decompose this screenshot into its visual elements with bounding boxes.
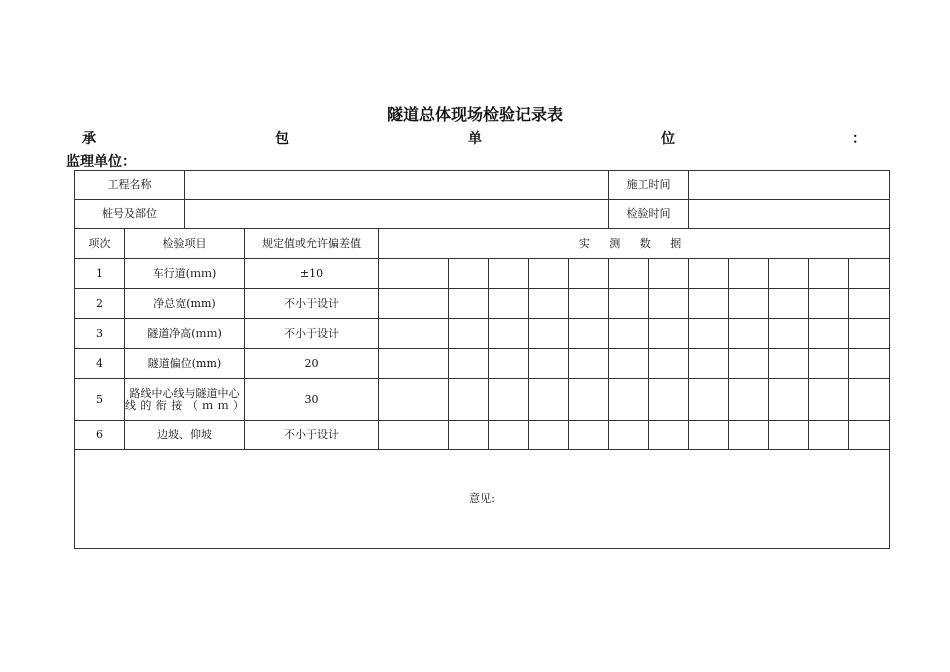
header-item: 检验项目 [125, 229, 245, 259]
row-no: 2 [75, 289, 125, 319]
project-name-value[interactable] [185, 171, 609, 200]
contractor-char-1: 承 [82, 131, 96, 147]
table-row [75, 421, 890, 450]
data-cell[interactable] [649, 259, 689, 289]
data-cell[interactable] [569, 349, 609, 379]
row-item: 隧道净高(ｍｍ) [125, 319, 245, 349]
data-cell[interactable] [689, 421, 729, 450]
data-cell[interactable] [769, 349, 809, 379]
table-row [75, 379, 890, 421]
data-cell[interactable] [609, 319, 649, 349]
data-cell[interactable] [569, 421, 609, 450]
data-cell[interactable] [769, 289, 809, 319]
data-cell[interactable] [489, 289, 529, 319]
data-cell[interactable] [729, 421, 769, 450]
contractor-char-4: 位 [661, 131, 675, 147]
data-cell[interactable] [489, 379, 529, 421]
data-cell[interactable] [649, 319, 689, 349]
row-no: 6 [75, 421, 125, 450]
row-item: 车行道(ｍｍ) [125, 259, 245, 289]
data-cell[interactable] [849, 421, 890, 450]
data-cell[interactable] [689, 319, 729, 349]
table-row [75, 289, 890, 319]
data-cell[interactable] [529, 421, 569, 450]
data-cell[interactable] [449, 289, 489, 319]
opinion-row [75, 450, 890, 549]
data-cell[interactable] [449, 259, 489, 289]
data-cell[interactable] [689, 379, 729, 421]
data-cell[interactable] [609, 259, 649, 289]
station-label: 桩号及部位 [75, 200, 185, 229]
data-cell[interactable] [849, 289, 890, 319]
data-cell[interactable] [729, 349, 769, 379]
data-cell[interactable] [649, 289, 689, 319]
row-spec: 不小于设计 [245, 319, 379, 349]
data-cell[interactable] [489, 259, 529, 289]
data-cell[interactable] [809, 421, 849, 450]
opinion-label: 意见: [469, 492, 495, 505]
inspection-time-value[interactable] [689, 200, 890, 229]
data-cell[interactable] [379, 319, 449, 349]
data-cell[interactable] [489, 421, 529, 450]
data-cell[interactable] [849, 259, 890, 289]
data-cell[interactable] [489, 349, 529, 379]
data-cell[interactable] [849, 319, 890, 349]
data-cell[interactable] [569, 289, 609, 319]
data-cell[interactable] [379, 349, 449, 379]
data-cell[interactable] [769, 379, 809, 421]
row-spec: 不小于设计 [245, 289, 379, 319]
data-cell[interactable] [569, 319, 609, 349]
data-cell[interactable] [689, 289, 729, 319]
data-cell[interactable] [729, 319, 769, 349]
data-cell[interactable] [849, 349, 890, 379]
row-no: 4 [75, 349, 125, 379]
data-cell[interactable] [729, 289, 769, 319]
data-cell[interactable] [809, 289, 849, 319]
row-spec: ±10 [245, 259, 379, 289]
info-row-station [75, 200, 890, 229]
row-item: 边坡、仰坡 [125, 421, 245, 450]
row-spec: 20 [245, 349, 379, 379]
row-item: 隧道偏位(mm) [125, 349, 245, 379]
table-row [75, 259, 890, 289]
data-cell[interactable] [729, 259, 769, 289]
data-cell[interactable] [609, 421, 649, 450]
data-cell[interactable] [529, 349, 569, 379]
data-cell[interactable] [529, 379, 569, 421]
supervisor-label: 监理单位： [66, 154, 136, 170]
data-cell[interactable] [449, 379, 489, 421]
row-no: 3 [75, 319, 125, 349]
data-cell[interactable] [689, 349, 729, 379]
data-cell[interactable] [609, 349, 649, 379]
row-item: 路线中心线与隧道中心线的衔接（ｍｍ） [125, 379, 245, 421]
inspection-record-table [74, 170, 890, 549]
data-cell[interactable] [379, 259, 449, 289]
data-cell[interactable] [809, 379, 849, 421]
row-no: 5 [75, 379, 125, 421]
page-title: 隧道总体现场检验记录表 [386, 105, 563, 124]
project-name-label: 工程名称 [75, 171, 185, 200]
data-cell[interactable] [849, 379, 890, 421]
table-row [75, 349, 890, 379]
table-row [75, 319, 890, 349]
data-cell[interactable] [529, 289, 569, 319]
contractor-char-2: 包 [275, 131, 289, 147]
info-row-project [75, 171, 890, 200]
header-row [75, 229, 890, 259]
data-cell[interactable] [529, 259, 569, 289]
row-item: 净总宽(mm) [125, 289, 245, 319]
header-no: 项次 [75, 229, 125, 259]
header-measured: 实 测 数 据 [379, 229, 890, 259]
row-spec: 不小于设计 [245, 421, 379, 450]
data-cell[interactable] [379, 421, 449, 450]
contractor-line [0, 128, 950, 148]
header-spec: 规定值或允许偏差值 [245, 229, 379, 259]
opinion-cell[interactable] [75, 450, 890, 549]
data-cell[interactable] [809, 319, 849, 349]
data-cell[interactable] [379, 289, 449, 319]
data-cell[interactable] [649, 379, 689, 421]
contractor-char-3: 单 [468, 131, 482, 147]
data-cell[interactable] [769, 259, 809, 289]
data-cell[interactable] [379, 379, 449, 421]
data-cell[interactable] [449, 421, 489, 450]
data-cell[interactable] [809, 349, 849, 379]
construction-time-label: 施工时间 [609, 171, 689, 200]
inspection-time-label: 检验时间 [609, 200, 689, 229]
data-cell[interactable] [649, 349, 689, 379]
data-cell[interactable] [569, 379, 609, 421]
contractor-char-5: ： [852, 131, 866, 147]
data-cell[interactable] [649, 421, 689, 450]
station-value[interactable] [185, 200, 609, 229]
construction-time-value[interactable] [689, 171, 890, 200]
data-cell[interactable] [449, 349, 489, 379]
row-spec: 30 [245, 379, 379, 421]
data-cell[interactable] [809, 259, 849, 289]
data-cell[interactable] [769, 421, 809, 450]
data-cell[interactable] [609, 289, 649, 319]
row-no: 1 [75, 259, 125, 289]
data-cell[interactable] [769, 319, 809, 349]
data-cell[interactable] [529, 319, 569, 349]
data-cell[interactable] [609, 379, 649, 421]
data-cell[interactable] [449, 319, 489, 349]
data-cell[interactable] [569, 259, 609, 289]
data-cell[interactable] [489, 319, 529, 349]
data-cell[interactable] [729, 379, 769, 421]
data-cell[interactable] [689, 259, 729, 289]
